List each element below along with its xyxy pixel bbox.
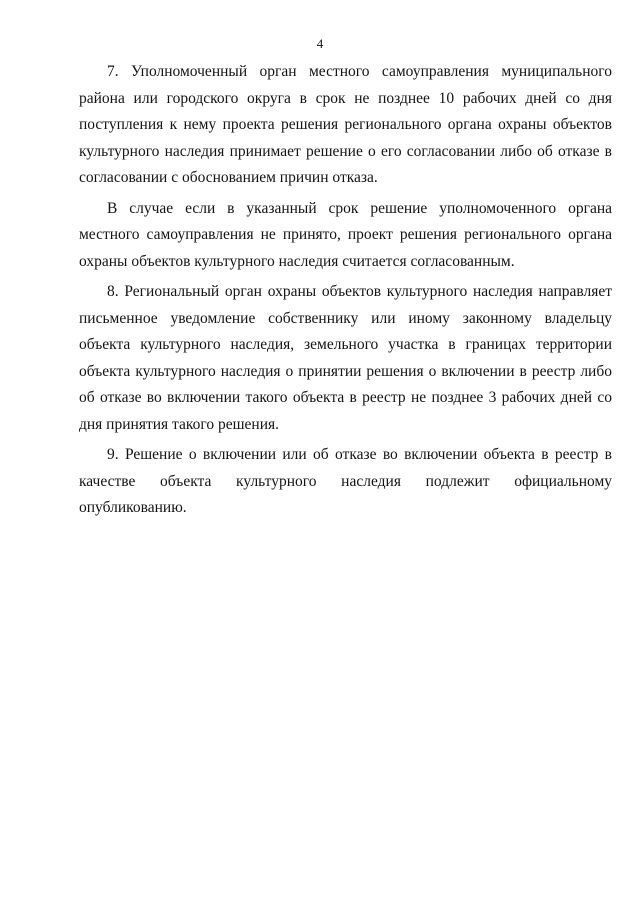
paragraph-8: 8. Региональный орган охраны объектов культурного наследия направляет письменное уведомление собственнику или иному законному владельцу объекта культурного наследия, земельного участка в границах территории объекта культурного наследия о принятии решения о включении в реестр либо об отказе во включении такого объекта в реестр не позднее 3 рабочих дней со дня принятия такого решения. xyxy=(79,283,612,433)
page-number: 4 xyxy=(316,36,324,51)
document-body xyxy=(79,59,612,522)
paragraph-7-continuation: В случае если в указанный срок решение уполномоченного органа местного самоуправления не принято, проект решения регионального органа охраны объектов культурного наследия считается согласованным. xyxy=(79,199,612,270)
paragraph-9: 9. Решение о включении или об отказе во включении объекта в реестр в качестве объекта культурного наследия подлежит официальному опубликованию. xyxy=(79,446,612,516)
paragraph-7: 7. Уполномоченный орган местного самоуправления муниципального района или городского округа в срок не позднее 10 рабочих дней со дня поступления к нему проекта решения регионального органа охраны объектов культурного наследия принимает решение о его согласовании либо об отказе в согласовании с обоснованием причин отказа. xyxy=(79,63,612,186)
